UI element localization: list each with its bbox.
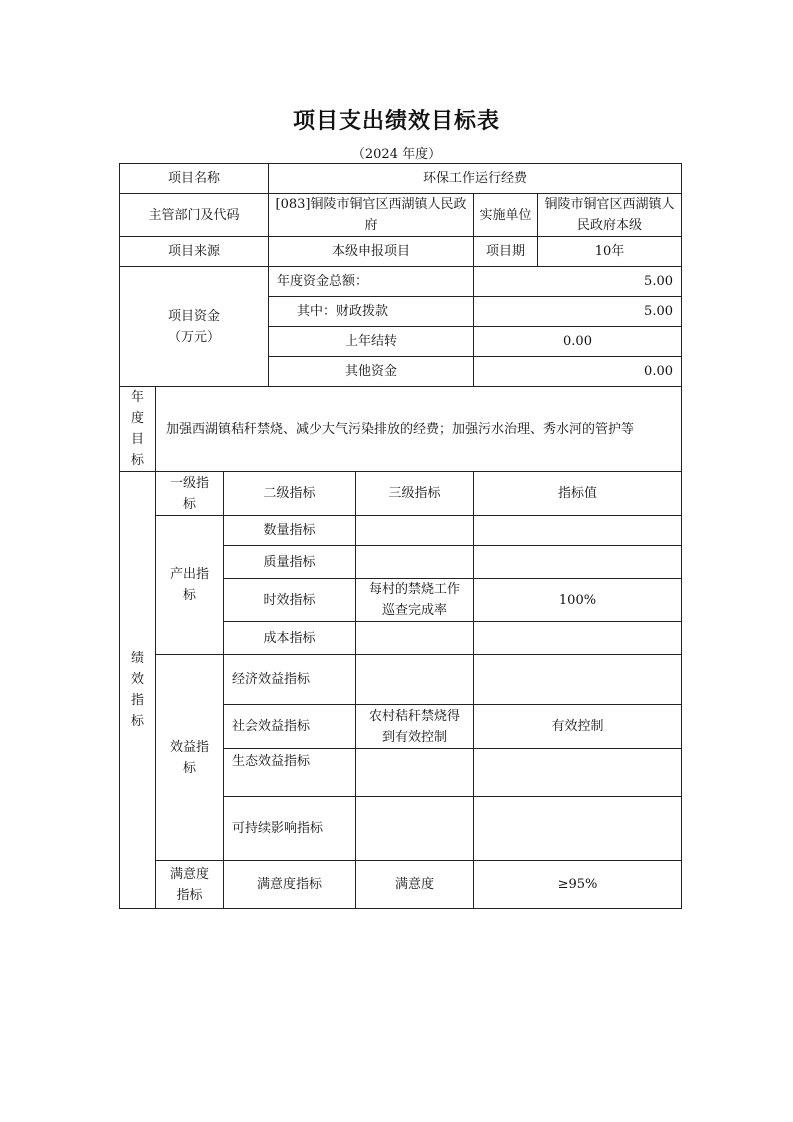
satisfaction-value: ≥95% xyxy=(474,861,682,909)
col-level3: 三级指标 xyxy=(356,472,474,516)
table-row xyxy=(120,267,682,297)
sustainable-value xyxy=(474,797,682,861)
satisfaction-label: 满意度指标 xyxy=(156,861,224,909)
social-indicator: 社会效益指标 xyxy=(224,705,356,749)
ecological-l3 xyxy=(356,749,474,797)
economic-value xyxy=(474,655,682,705)
table-row xyxy=(120,194,682,237)
ecological-indicator: 生态效益指标 xyxy=(224,749,356,797)
quantity-l3 xyxy=(356,516,474,546)
quantity-indicator: 数量指标 xyxy=(224,516,356,546)
table-row xyxy=(120,472,682,516)
table-row xyxy=(120,387,682,472)
quality-l3 xyxy=(356,546,474,579)
satisfaction-l2: 满意度指标 xyxy=(224,861,356,909)
funds-fiscal-value: 5.00 xyxy=(474,297,682,327)
page-title: 项目支出绩效目标表 xyxy=(292,108,500,134)
col-level1: 一级指标 xyxy=(156,472,224,516)
performance-target-table xyxy=(119,163,682,909)
satisfaction-l3: 满意度 xyxy=(356,861,474,909)
table-row xyxy=(120,237,682,267)
sustainable-l3 xyxy=(356,797,474,861)
funds-label xyxy=(120,267,269,387)
quality-value xyxy=(474,546,682,579)
timeliness-l3: 每村的禁烧工作巡查完成率 xyxy=(356,579,474,622)
page-subtitle: （2024 年度） xyxy=(351,147,442,162)
social-value: 有效控制 xyxy=(474,705,682,749)
table-row xyxy=(120,861,682,909)
cost-l3 xyxy=(356,622,474,655)
impl-value: 铜陵市铜官区西湖镇人民政府本级 xyxy=(538,194,682,237)
dept-value: [083]铜陵市铜官区西湖镇人民政府 xyxy=(269,194,474,237)
ecological-value xyxy=(474,749,682,797)
funds-total-label: 年度资金总额： xyxy=(269,267,474,297)
table-row xyxy=(120,655,682,705)
goal-label: 年度目标 xyxy=(120,387,156,472)
col-level2: 二级指标 xyxy=(224,472,356,516)
project-name-label: 项目名称 xyxy=(120,164,269,194)
funds-carry-value: 0.00 xyxy=(474,327,682,357)
cost-indicator: 成本指标 xyxy=(224,622,356,655)
funds-unit: （万元） xyxy=(167,329,220,345)
project-name-value: 环保工作运行经费 xyxy=(269,164,682,194)
social-l3: 农村秸秆禁烧得到有效控制 xyxy=(356,705,474,749)
source-label: 项目来源 xyxy=(120,237,269,267)
output-label: 产出指标 xyxy=(156,516,224,655)
funds-carry-label: 上年结转 xyxy=(269,327,474,357)
period-value: 10年 xyxy=(538,237,682,267)
funds-other-value: 0.00 xyxy=(474,357,682,387)
funds-fiscal-label: 其中：财政拨款 xyxy=(269,297,474,327)
funds-other-label: 其他资金 xyxy=(269,357,474,387)
col-value: 指标值 xyxy=(474,472,682,516)
quality-indicator: 质量指标 xyxy=(224,546,356,579)
cost-value xyxy=(474,622,682,655)
timeliness-value: 100% xyxy=(474,579,682,622)
funds-total-value: 5.00 xyxy=(474,267,682,297)
timeliness-indicator: 时效指标 xyxy=(224,579,356,622)
economic-indicator: 经济效益指标 xyxy=(224,655,356,705)
goal-text: 加强西湖镇秸秆禁烧、减少大气污染排放的经费；加强污水治理、秀水河的管护等 xyxy=(156,387,682,472)
sustainable-indicator: 可持续影响指标 xyxy=(224,797,356,861)
benefit-label: 效益指标 xyxy=(156,655,224,861)
table-row xyxy=(120,516,682,546)
period-label: 项目期 xyxy=(474,237,538,267)
table-row xyxy=(120,164,682,194)
indicators-label: 绩效指标 xyxy=(120,472,156,909)
funds-label-text: 项目资金 xyxy=(167,308,220,324)
quantity-value xyxy=(474,516,682,546)
impl-label: 实施单位 xyxy=(474,194,538,237)
source-value: 本级申报项目 xyxy=(269,237,474,267)
dept-label: 主管部门及代码 xyxy=(120,194,269,237)
economic-l3 xyxy=(356,655,474,705)
